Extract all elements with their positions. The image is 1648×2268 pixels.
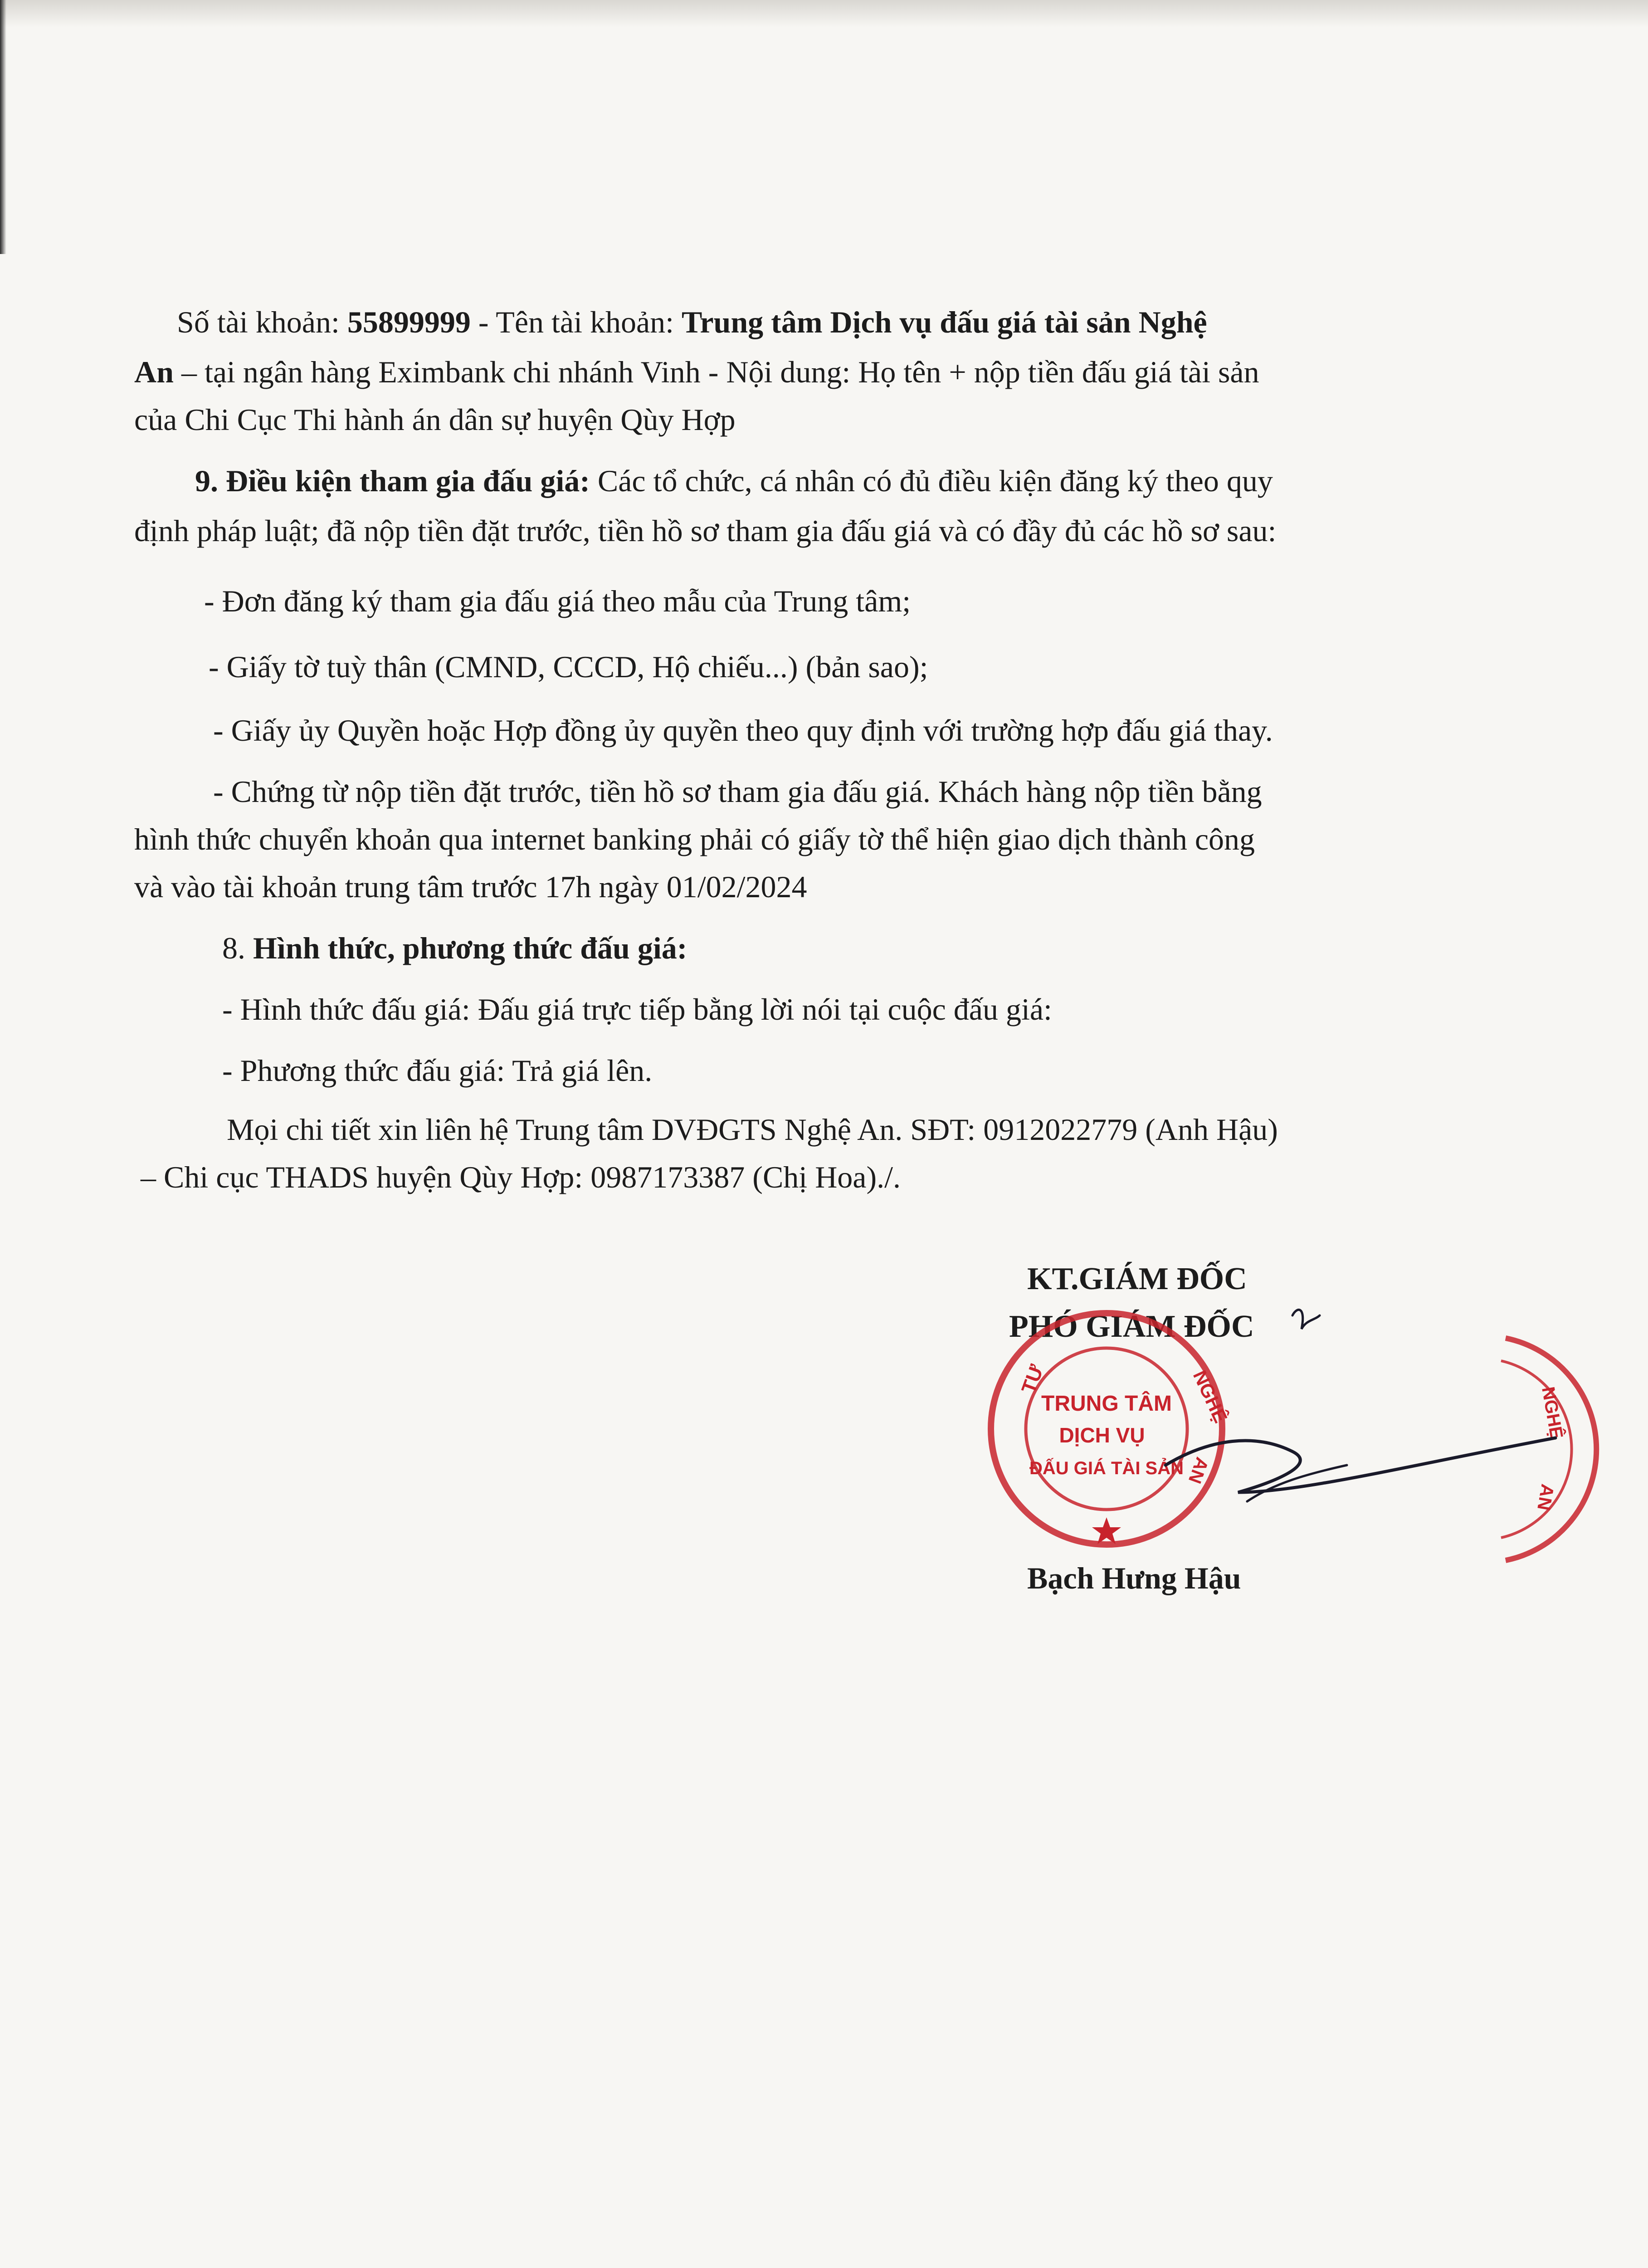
list-item: - Chứng từ nộp tiền đặt trước, tiền hồ sơ tham gia đấu giá. Khách hàng nộp tiền bằng [213,774,1262,809]
list-item: - Giấy tờ tuỳ thân (CMND, CCCD, Hộ chiếu...) (bản sao); [209,650,928,684]
bank-line: An – tại ngân hàng Eximbank chi nhánh Vinh - Nội dung: Họ tên + nộp tiền đấu giá tài sản [134,355,1259,389]
scan-left-edge [0,0,6,254]
stamp-ring-text: NGHỆ [1538,1385,1567,1441]
stamp-text: DỊCH VỤ [1059,1423,1145,1447]
contact-line: Mọi chi tiết xin liên hệ Trung tâm DVĐGTS Nghệ An. SĐT: 0912022779 (Anh Hậu) [227,1112,1278,1147]
stamp-ring-text: TƯ [1017,1362,1048,1397]
method-line: - Phương thức đấu giá: Trả giá lên. [222,1053,653,1088]
section-9-text: định pháp luật; đã nộp tiền đặt trước, tiền hồ sơ tham gia đấu giá và có đầy đủ các hồ sơ sau: [134,513,1277,548]
list-item-cont: và vào tài khoản trung tâm trước 17h ngày 01/02/2024 [134,870,807,904]
form-line: - Hình thức đấu giá: Đấu giá trực tiếp bằng lời nói tại cuộc đấu giá: [222,992,1052,1026]
stamp-ring-text: AN [1533,1482,1558,1512]
stamp-ring-text: AN [1184,1454,1212,1486]
content-line: của Chi Cục Thi hành án dân sự huyện Qùy Hợp [134,402,736,437]
signature-subtitle: PHÓ GIÁM ĐỐC [1009,1309,1254,1344]
stamp-text: ĐẤU GIÁ TÀI SẢN [1029,1458,1184,1478]
list-item: - Đơn đăng ký tham gia đấu giá theo mẫu của Trung tâm; [204,584,911,618]
list-item: - Giấy ủy Quyền hoặc Hợp đồng ủy quyền theo quy định với trường hợp đấu giá thay. [213,713,1273,748]
signer-name: Bạch Hưng Hậu [1027,1561,1241,1595]
scan-top-edge [0,0,1648,27]
section-8-heading: 8. Hình thức, phương thức đấu giá: [222,931,687,965]
stamp-text: TRUNG TÂM [1041,1392,1172,1416]
account-line: Số tài khoản: 55899999 - Tên tài khoản: Trung tâm Dịch vụ đấu giá tài sản Nghệ [177,305,1207,339]
section-9-heading: 9. Điều kiện tham gia đấu giá: Các tổ chức, cá nhân có đủ điều kiện đăng ký theo quy [195,464,1273,498]
signature-title: KT.GIÁM ĐỐC [1027,1261,1247,1296]
stamp-ring-text: NGHỆ [1189,1367,1232,1426]
list-item-cont: hình thức chuyển khoản qua internet banking phải có giấy tờ thể hiện giao dịch thành công [134,822,1255,856]
contact-line: – Chi cục THADS huyện Qùy Hợp: 0987173387 (Chị Hoa)./. [141,1160,901,1194]
handwritten-signature [1156,1302,1565,1556]
